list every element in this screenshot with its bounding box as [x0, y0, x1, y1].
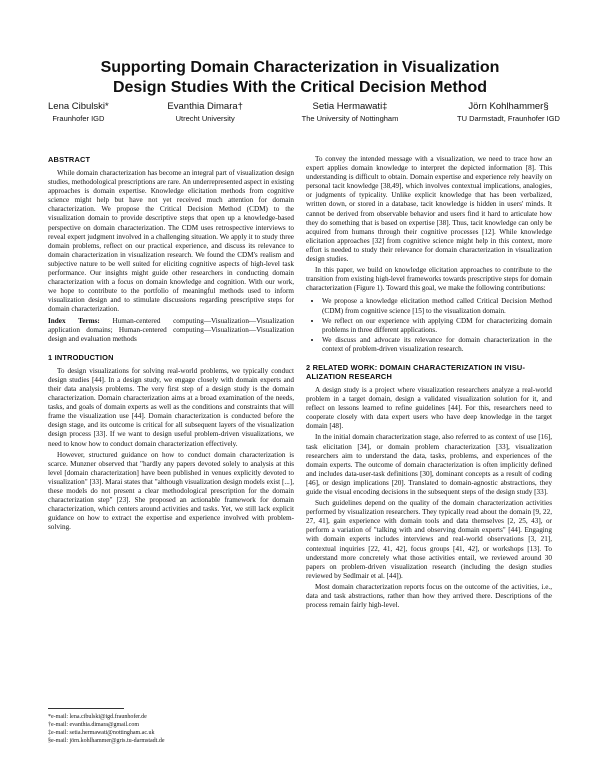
contribution-item: • We reflect on our experience with applying CDM for characterizing domain problems in three different applications. — [322, 317, 552, 335]
author-affiliation: Utrecht University — [175, 114, 235, 123]
author-name: Evanthia Dimara† — [167, 101, 243, 112]
author-name: Jörn Kohlhammer§ — [468, 101, 549, 112]
right-column — [306, 155, 552, 612]
author-name: Setia Hermawati‡ — [312, 101, 388, 112]
author-affiliation: The University of Nottingham — [301, 114, 399, 123]
related-work-paragraph-3: Such guidelines depend on the quality of the domain characterization activities performed by visualization researchers. They typically read about the domain [9, 22, 27, 41], gain experience with domain tools and data themselves [2, 25, 43], or perform a variation of "talking with and observing domain experts" [44]. Engaging with domain experts includes interviews and real-world observations [3, 21], contextual inquiries [22, 41, 42], focus groups [41, 42], or workshops [13]. To understand more concretely what those activities entail, we reviewed around 30 papers on problem-driven visualization research (including the design studies reviewed by Sedlmair et al. [44]). — [306, 499, 552, 580]
footnote-1: *e-mail: lena.cibulski@igd.fraunhofer.de — [48, 714, 147, 720]
introduction-paragraph-1: To design visualizations for solving real-world problems, we typically conduct design studies [44]. In a design study, we engage closely with domain experts and their data analysis problems. The very first step of a design study is the domain characterization. Domain characterization aims at a broad examination of the needs, tasks, and goals of domain experts as well as the conditions and constraints that will frame the visualization use [44]. Domain characterization is conducted before the design stage, and its outcome is critical for all subsequent layers of the visualization design process [33]. If we want to design useful problem-driven visualizations, we need to know how to conduct domain characterization effectively. — [48, 366, 294, 448]
title-line-1: Supporting Domain Characterization in Visualization — [100, 59, 500, 76]
footnote-4: §e-mail: jörn.kohlhammer@gris.tu-darmstadt.de — [48, 738, 165, 744]
author-4 — [457, 100, 560, 125]
section-1-heading: 1 INTRODUCTION — [48, 352, 114, 362]
author-2 — [167, 100, 243, 125]
contributions-list — [306, 297, 552, 354]
related-work-paragraph-1: A design study is a project where visualization researchers analyze a real-world problem in a target domain, design a validated visualization solution for it, and reflect on lessons learned to refine guidelines [44]. For this, researchers need to cooperate closely with data expert users who have deep knowledge in the target domain [48]. — [306, 385, 552, 431]
introduction-paragraph-2: However, structured guidance on how to conduct domain characterization is scarce. Munzner observed that "hardly any papers devoted solely to analysis at this level [domain characterization] have been published in venues explicitly devoted to visualization" [33]. Marai states that "although visualization design models exist [...], these models do not present a clear methodological prescription for the domain characterization step" [23]. She proposed an actionable framework for domain characterization, which centers around activities and tasks. Yet, we still lack explicit guidance on how to extract the expertise and experience involved with problem-solving. — [48, 450, 294, 532]
footnote-rule — [48, 708, 124, 709]
author-affiliation: Fraunhofer IGD — [52, 114, 105, 123]
abstract-text: While domain characterization has become an integral part of visualization design studies, methodological prescriptions are rare. An underrepresented aspect in existing approaches is domain expertise. Knowledge elicitation methods from cognitive science might help but have not yet received much attention for domain characterization. We propose the Critical Decision Method (CDM) to the visualization domain to provide descriptive steps that open up a knowledge-based perspective on domain characterization. The CDM uses retrospective interviews to reveal expert judgment involved in a challenging situation. We apply it to study three domain problems, reflect on our practical experience, and discuss its relevance to domain characterization in visualization research. We found the CDM's realism and subjective nature to be well suited for eliciting cognitive aspects of high-level task performance. Our insights might guide other researchers in conducting domain characterization with a focus on domain knowledge and cognition. With our work, we hope to contribute to the portfolio of meaningful methods used to inform visualization design and to stimulate discussions regarding prescriptive steps for domain characterization. — [48, 169, 294, 314]
author-3 — [302, 100, 399, 125]
index-terms-label: Index Terms: — [48, 316, 100, 325]
abstract-heading: ABSTRACT — [48, 155, 91, 164]
author-list — [48, 100, 560, 125]
related-work-paragraph-2: In the initial domain characterization stage, also referred to as context of use [16], task elicitation [34], or domain problem characterization [33], visualization researchers aim to understand the data, tasks, problems, and experiences of the domain experts. The outcome of domain characterization is often implicitly defined and includes data-user-task definitions [30], dominant concepts as a result of coding [46], or design implications [20]. Translated to domain-agnostic abstractions, they guide the visual encoding decisions in the subsequent steps of the design study [33]. — [306, 433, 552, 496]
paper-title — [0, 58, 600, 98]
index-terms-text: Human-centered computing—Visualization—Visualization application domains; Human-centered computing—Visualization—Visualization design and evaluation methods — [48, 316, 294, 343]
title-line-2: Design Studies With the Critical Decision Method — [112, 79, 488, 96]
footnote-3: ‡e-mail: setia.hermawati@nottingham.ac.uk — [48, 730, 155, 736]
index-terms — [48, 317, 294, 344]
author-affiliation: TU Darmstadt, Fraunhofer IGD — [457, 114, 560, 123]
section-2-heading-line-2: ALIZATION RESEARCH — [306, 371, 392, 381]
section-2-heading-line-1: 2 RELATED WORK: DOMAIN CHARACTERIZATION IN VISU- — [306, 362, 526, 372]
footnote-2: †e-mail: evanthia.dimara@gmail.com — [48, 722, 139, 728]
section-2-heading — [306, 363, 552, 381]
intro-paragraph-4: In this paper, we build on knowledge elicitation approaches to contribute to the transition from existing high-level frameworks towards prescriptive steps for domain characterization (Figure 1). Toward this goal, we make the following contributions: — [306, 266, 552, 293]
contribution-item: • We discuss and advocate its relevance for domain characterization in the context of problem-driven visualization research. — [322, 336, 552, 354]
author-name: Lena Cibulski* — [48, 101, 109, 112]
contribution-item: • We propose a knowledge elicitation method called Critical Decision Method (CDM) from cognitive science [15] to the visualization domain. — [322, 297, 552, 315]
intro-paragraph-3: To convey the intended message with a visualization, we need to trace how an expert applies domain knowledge to interpret the depicted information [8]. This understanding is difficult to obtain. Domain expertise and experience rely heavily on personal tacit knowledge [38,49], which involves contextual implications, analogies, or judgments of typicality. Unlike explicit knowledge that has been verbalized, written down, or stored in a database, tacit knowledge is hidden in users' minds. It cannot be derived from observable behavior and users find it hard to articulate how they do something that is based on expertise [38]. Thus, tacit knowledge can only be acquired from humans through their cognitive processes [12]. While knowledge elicitation approaches [32] from cognitive science might help in this context, more effort is needed to study their relevance for domain characterization in visualization design studies. — [306, 155, 552, 264]
left-column — [48, 155, 294, 534]
footnotes — [48, 708, 294, 745]
related-work-paragraph-4: Most domain characterization reports focus on the outcome of the activities, i.e., data and task abstractions, rather than how they arrived there. Descriptions of the process remain fairly high-level. — [306, 582, 552, 610]
author-1 — [48, 100, 109, 125]
